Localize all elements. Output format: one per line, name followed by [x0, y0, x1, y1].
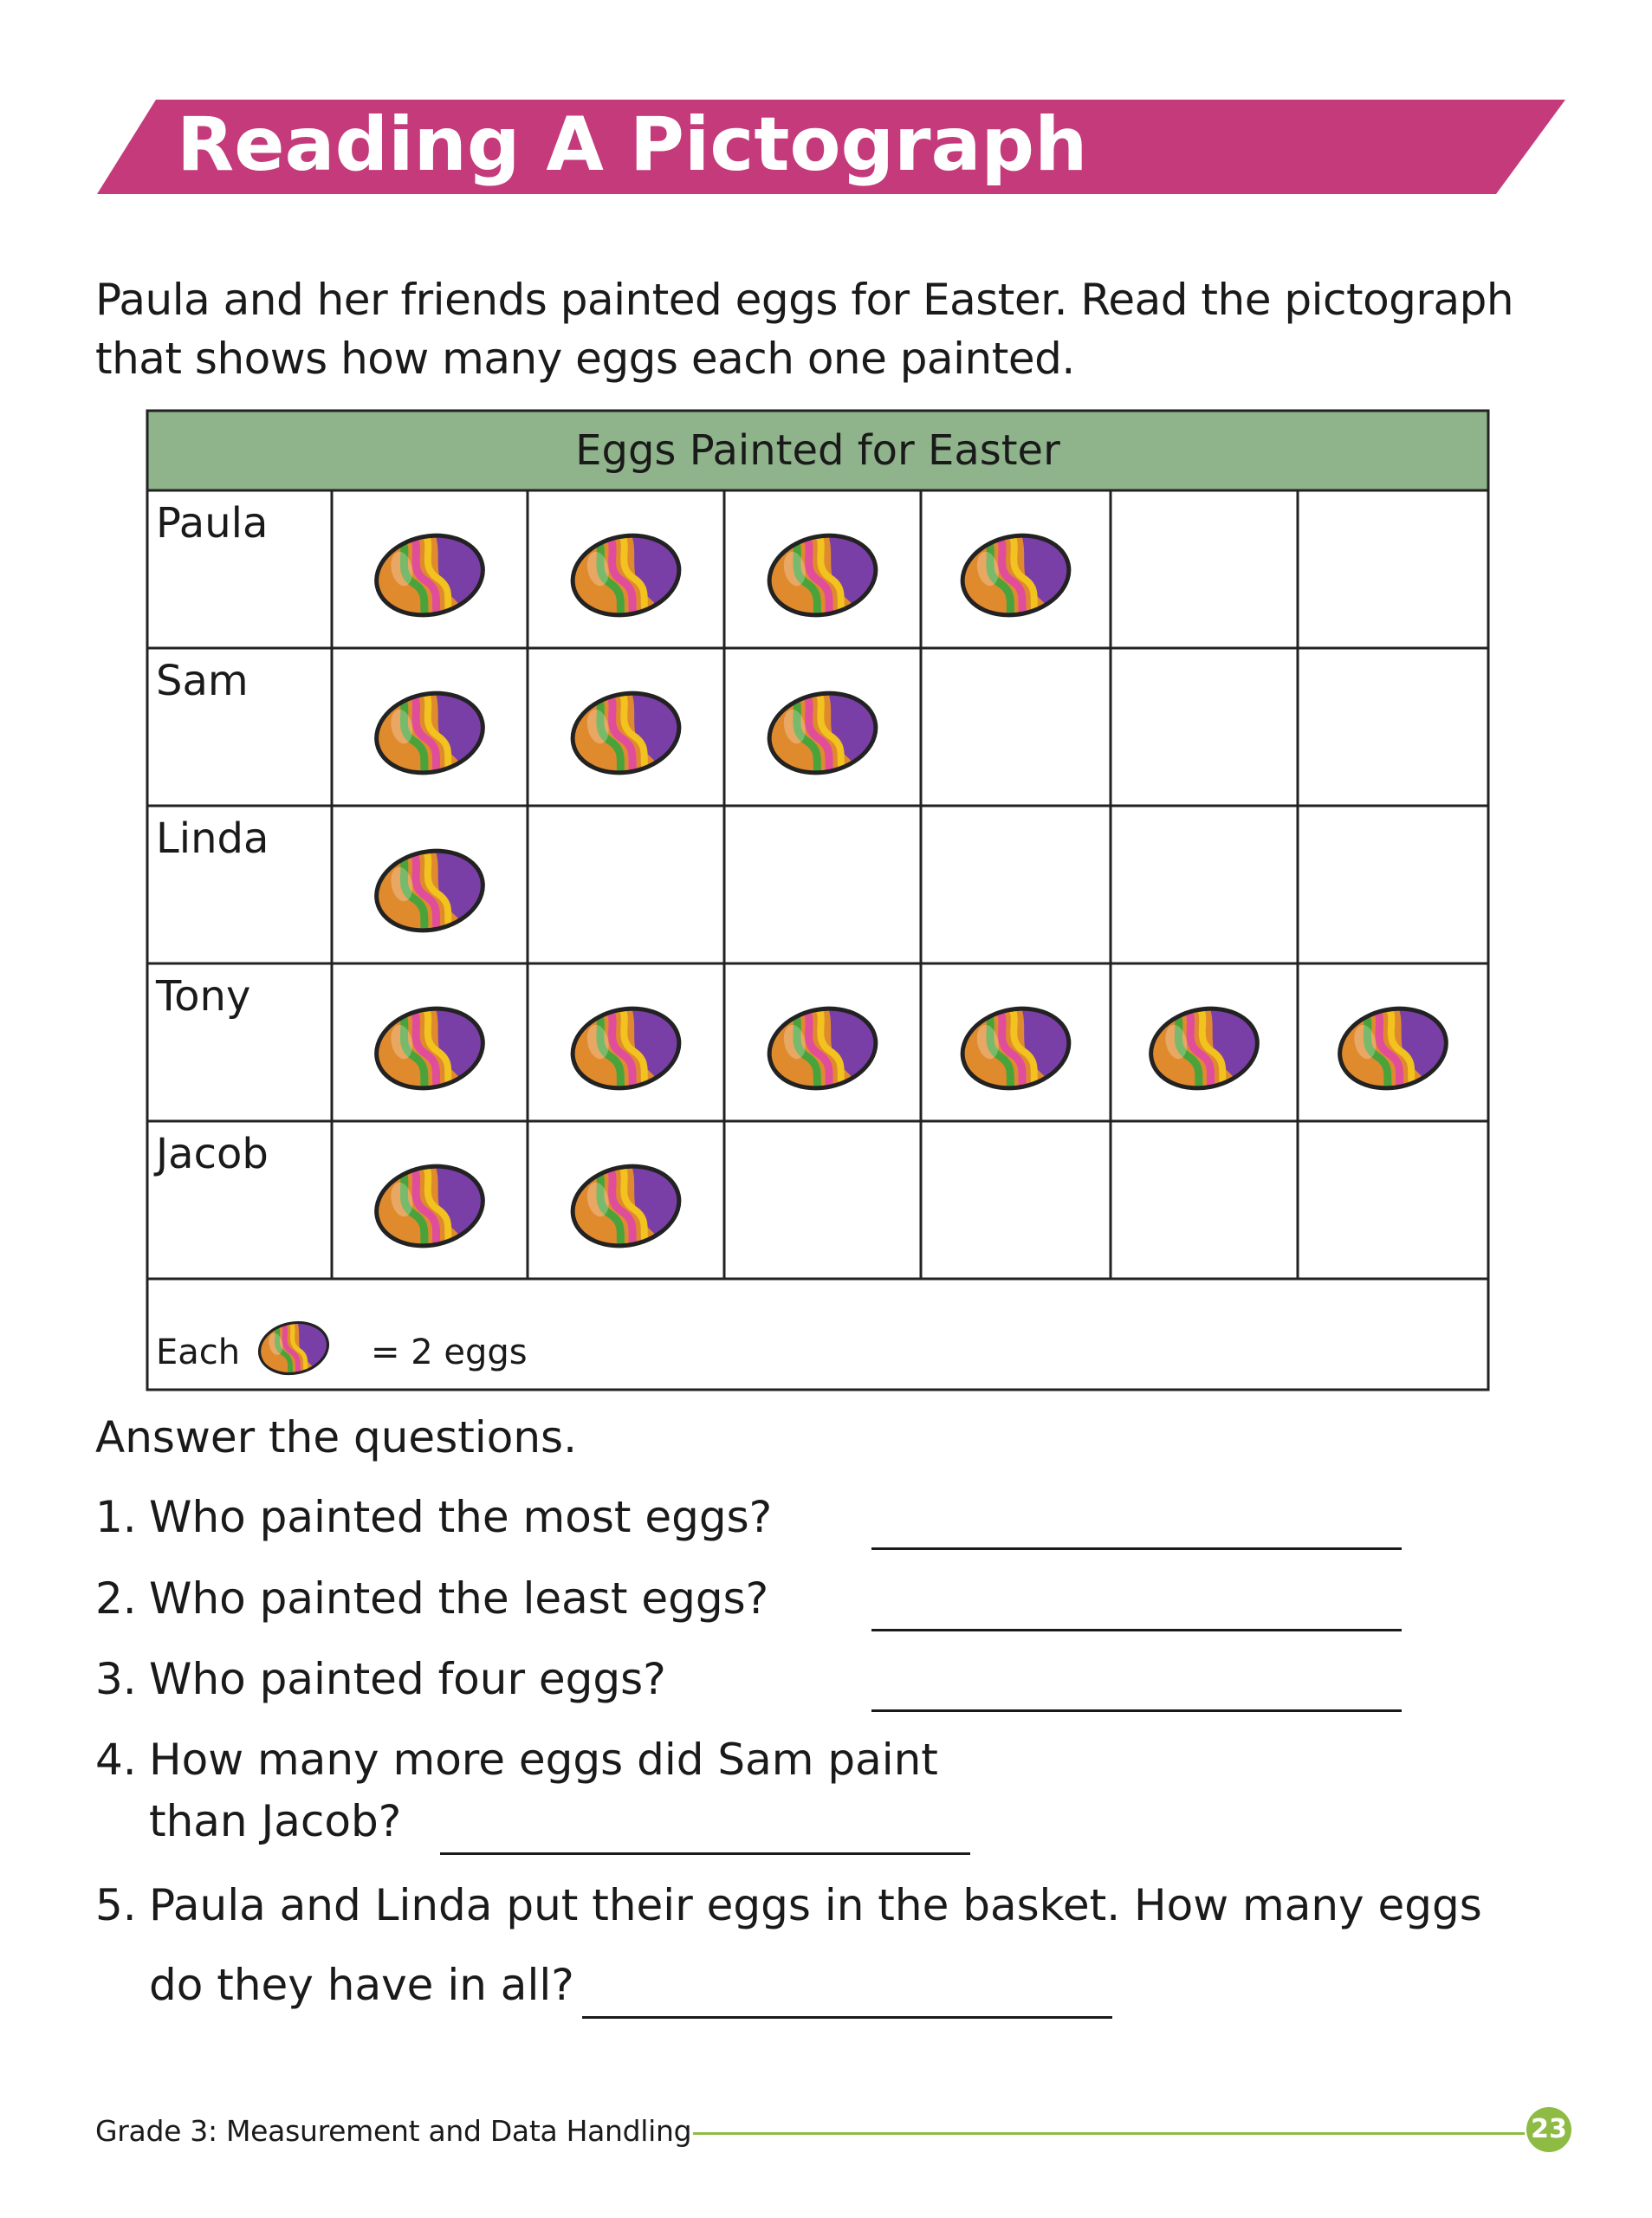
pictograph-chart: [146, 409, 1490, 1391]
row-label-linda: Linda: [156, 814, 269, 863]
question-4-text-cont: than Jacob?: [149, 1796, 402, 1846]
key-prefix: Each: [156, 1333, 241, 1372]
easter-egg-icon: [366, 983, 509, 1111]
row-labels: [153, 499, 269, 1178]
answer-blank-1[interactable]: [871, 1547, 1402, 1550]
question-5-text: Paula and Linda put their eggs in the basket. How many eggs: [149, 1880, 1482, 1930]
easter-egg-icon: [759, 510, 901, 638]
key-egg-icon: [253, 1307, 344, 1388]
egg-icons: [366, 510, 1472, 1268]
answer-blank-2[interactable]: [871, 1629, 1402, 1631]
easter-egg-icon: [562, 510, 704, 638]
question-4-number: 4.: [95, 1735, 137, 1785]
row-label-sam: Sam: [156, 657, 249, 705]
row-label-paula: Paula: [156, 499, 269, 548]
question-5-number: 5.: [95, 1880, 137, 1930]
page-title: Reading A Pictograph: [177, 101, 1088, 188]
question-1-number: 1.: [95, 1492, 137, 1542]
answer-blank-4[interactable]: [440, 1852, 970, 1855]
question-3-number: 3.: [95, 1654, 137, 1704]
chart-key: [156, 1307, 528, 1388]
easter-egg-icon: [759, 668, 901, 795]
answer-blank-5[interactable]: [582, 2016, 1112, 2019]
chart-title: Eggs Painted for Easter: [575, 426, 1060, 475]
easter-egg-icon: [952, 510, 1094, 638]
easter-egg-icon: [366, 668, 509, 795]
title-banner: [0, 0, 1652, 208]
question-1-text: Who painted the most eggs?: [149, 1492, 773, 1542]
answer-blank-3[interactable]: [871, 1709, 1402, 1712]
easter-egg-icon: [562, 668, 704, 795]
easter-egg-icon: [562, 1141, 704, 1268]
easter-egg-icon: [366, 1141, 509, 1268]
footer-divider: [693, 2132, 1525, 2135]
easter-egg-icon: [1330, 983, 1472, 1111]
footer: [95, 2100, 1568, 2156]
key-suffix: = 2 eggs: [371, 1333, 528, 1372]
intro-text: Paula and her friends painted eggs for Easter. Read the pictograph that shows how many eggs each one painted.: [95, 275, 1514, 384]
easter-egg-icon: [952, 983, 1094, 1111]
questions-heading: Answer the questions.: [95, 1412, 577, 1462]
page-number-badge: 23: [1526, 2107, 1571, 2152]
easter-egg-icon: [366, 510, 509, 638]
row-label-jacob: Jacob: [156, 1130, 269, 1178]
easter-egg-icon: [562, 983, 704, 1111]
question-5-text-cont: do they have in all?: [149, 1960, 574, 2010]
row-label-tony: Tony: [156, 972, 251, 1021]
question-2-number: 2.: [95, 1573, 137, 1624]
easter-egg-icon: [366, 826, 509, 953]
easter-egg-icon: [1141, 983, 1283, 1111]
question-4-text: How many more eggs did Sam paint: [149, 1735, 938, 1785]
easter-egg-icon: [759, 983, 901, 1111]
footer-text: Grade 3: Measurement and Data Handling: [95, 2114, 692, 2148]
question-3-text: Who painted four eggs?: [149, 1654, 666, 1704]
question-2-text: Who painted the least eggs?: [149, 1573, 769, 1624]
